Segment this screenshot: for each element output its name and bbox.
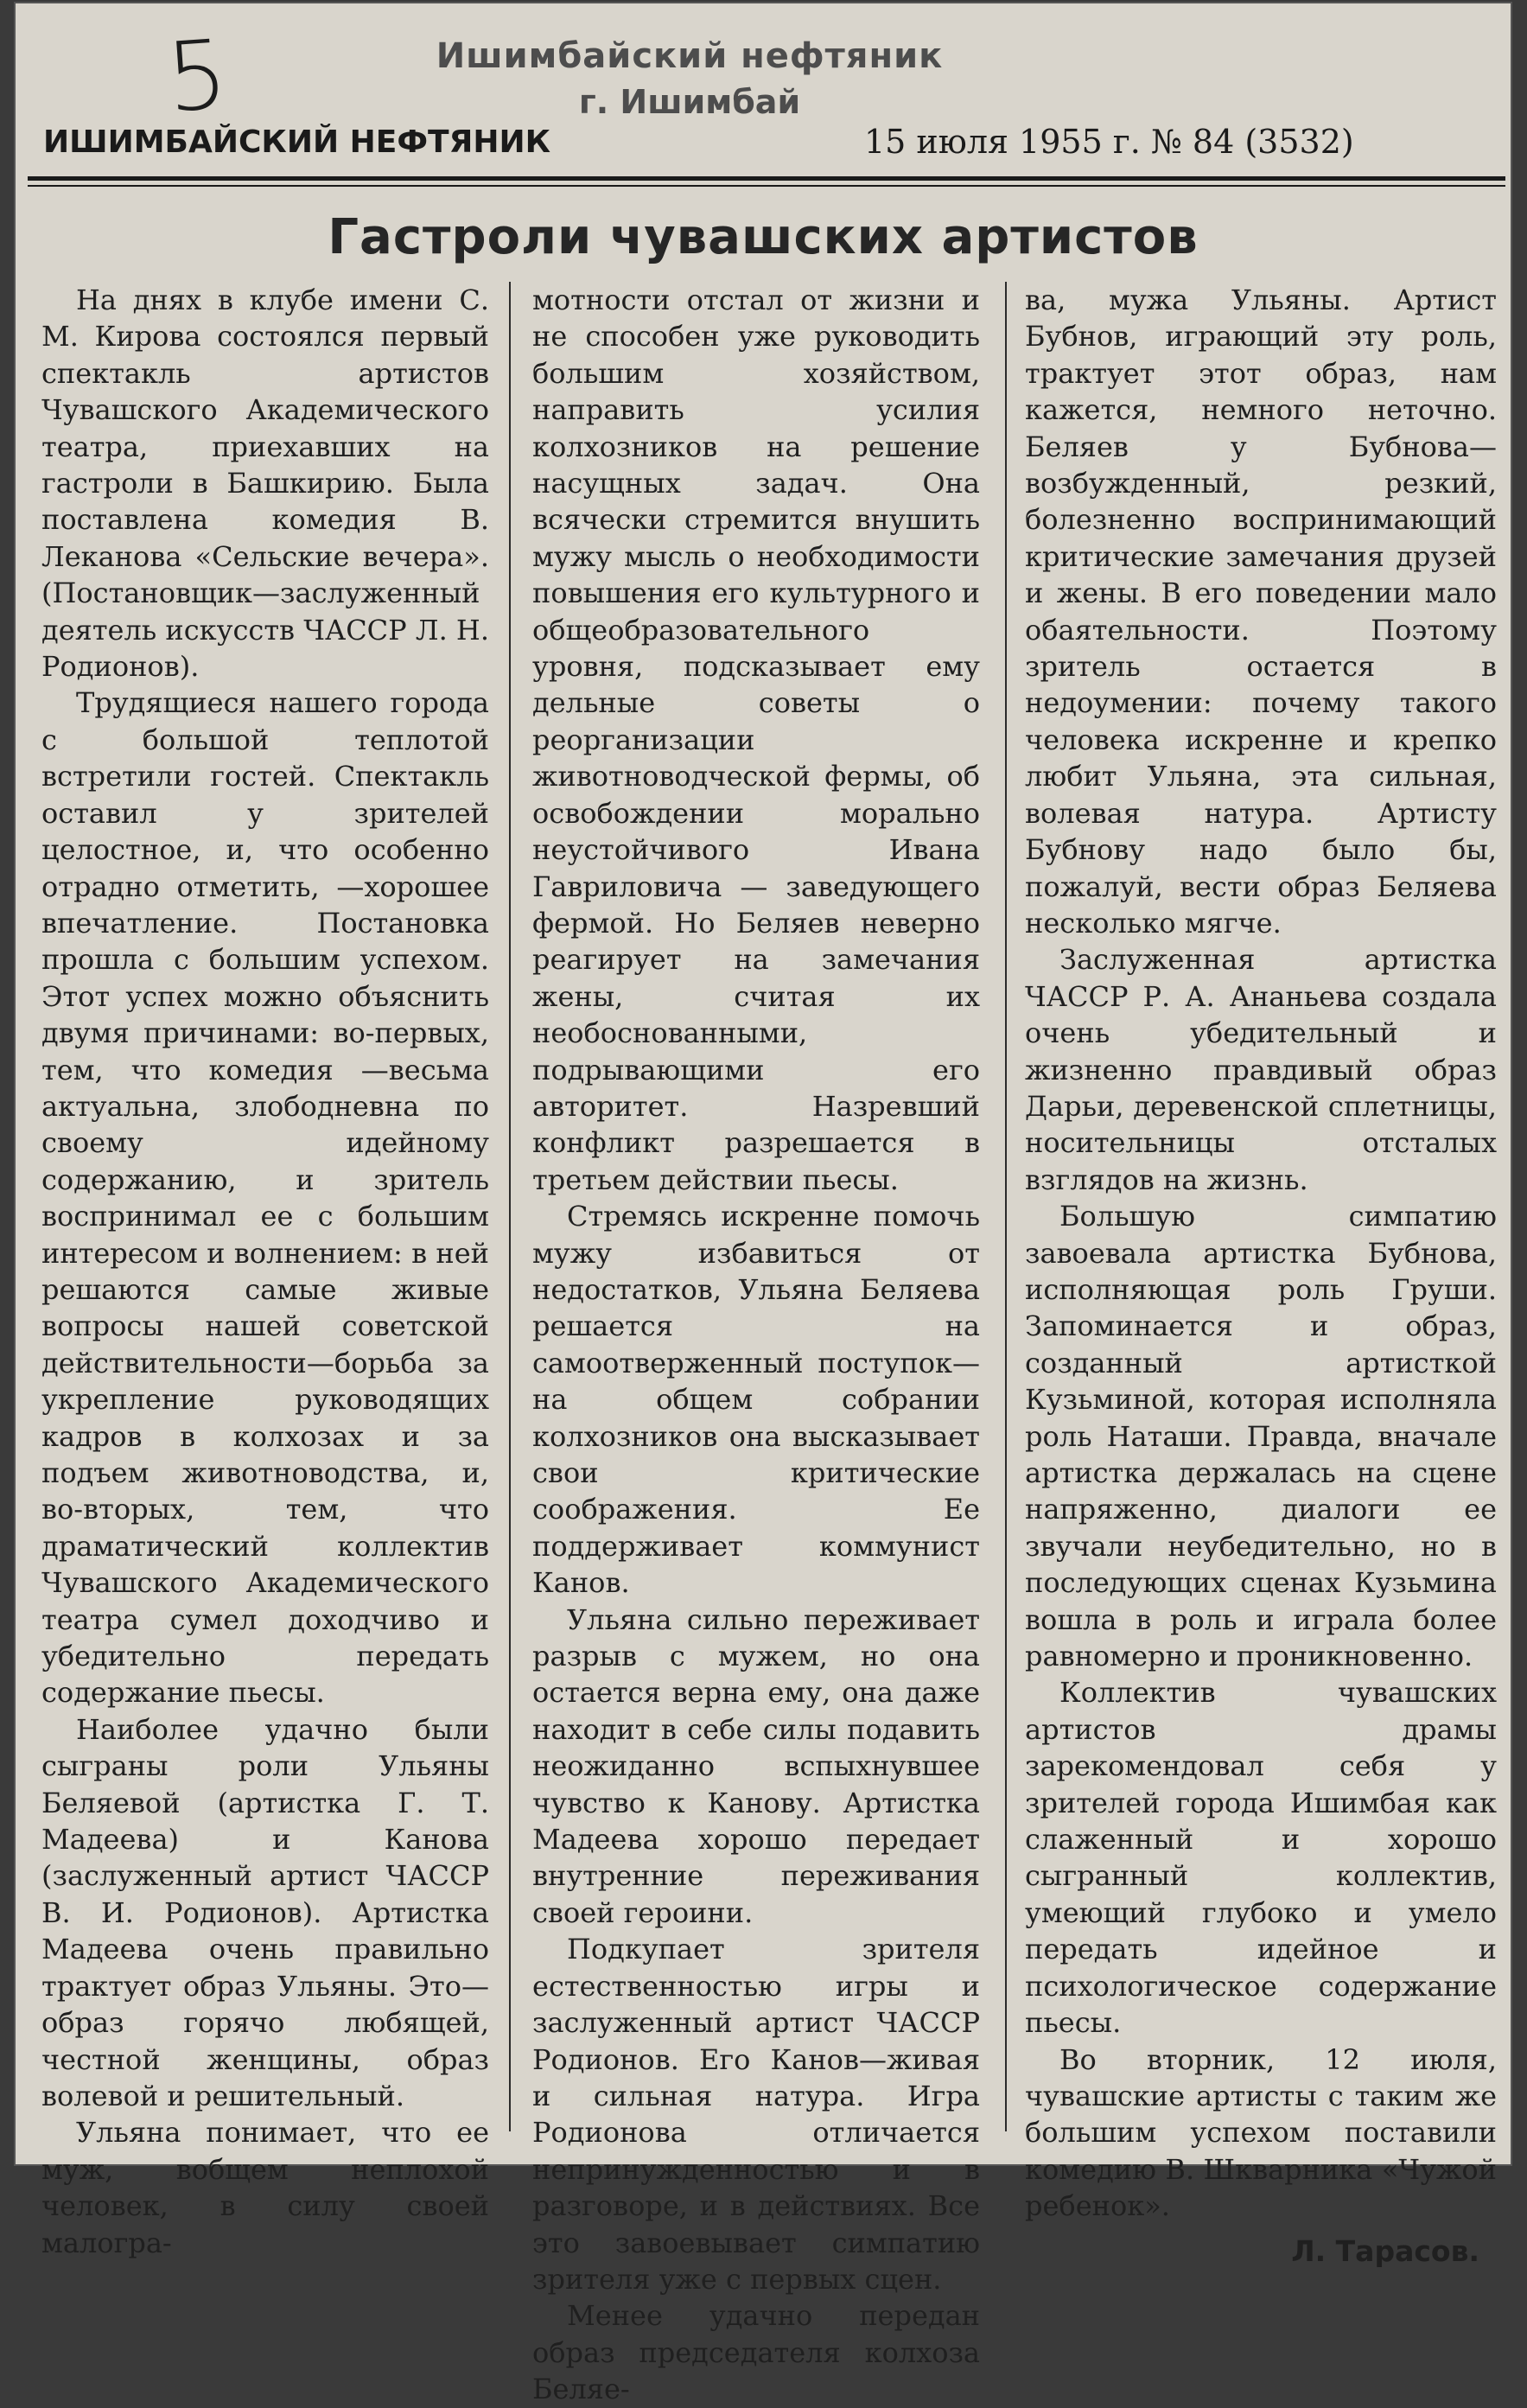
author-signature: Л. Тарасов. — [1291, 2233, 1479, 2268]
article-column-1 — [41, 282, 489, 2259]
paragraph: Ульяна сильно переживает разрыв с мужем, но она остается верна ему, она даже находит в себе силы подавить неожиданно вспыхнувшее чувство к Канову. Артистка Мадеева хорошо передает внутренние переживания своей героини. — [532, 1602, 980, 1929]
paragraph: Ульяна понимает, что ее муж, вобщем неплохой человек, в силу своей малогра- — [41, 2116, 489, 2259]
paragraph: На днях в клубе имени С. М. Кирова состоялся первый спектакль артистов Чувашского Академического театра, приехавших на гастроли в Башкирию. Была поставлена комедия В. Леканова «Сельские вечера». (Постановщик—заслуженный деятель искусств ЧАССР Л. Н. Родионов). — [41, 283, 489, 684]
column-divider — [509, 282, 511, 2131]
article-body — [41, 282, 1505, 2406]
library-stamp — [422, 36, 958, 121]
handwritten-page-number: 5 — [162, 18, 232, 134]
article-headline: Гастроли чувашских артистов — [328, 209, 1199, 265]
paragraph: Стремясь искренне помочь мужу избавиться от недостатков, Ульяна Беляева решается на самоотверженный поступок—на общем собрании колхозников она высказывает свои критические соображения. Ее поддерживает коммунист Канов. — [532, 1200, 980, 1600]
paragraph: Менее удачно передан образ председателя колхоза Беляе- — [532, 2299, 980, 2406]
paragraph: Коллектив чувашских артистов драмы зарекомендовал себя у зрителей города Ишимбая как слаженный и хорошо сыгранный коллектив, умеющий глубоко и умело передать идейное и психологическое содержание пьесы. — [1025, 1676, 1497, 2040]
paragraph: Подкупает зрителя естественностью игры и заслуженный артист ЧАССР Родионов. Его Канов—живая и сильная натура. Игра Родионова отличается непринужденностью и в разговоре, и в действиях. Все это завоевывает симпатию зрителя уже с первых сцен. — [532, 1933, 980, 2296]
column-divider — [1005, 282, 1007, 2131]
paragraph-continued: ва, мужа Ульяны. Артист Бубнов, играющий эту роль, трактует этот образ, нам кажется, немного неточно. Беляев у Бубнова—возбужденный, резкий, болезненно воспринимающий критические замечания друзей и жены. В его поведении мало обаятельности. Поэтому зритель остается в недоумении: почему такого человека искренне и крепко любит Ульяна, эта сильная, волевая натура. Артисту Бубнову надо было бы, пожалуй, вести образ Беляева несколько мягче. — [1025, 283, 1497, 940]
paragraph: Во вторник, 12 июля, чувашские артисты с таким же большим успехом поставили комедию В. Шкварника «Чужой ребенок». — [1025, 2042, 1497, 2223]
stamp-line-2: г. Ишимбай — [578, 83, 801, 121]
paragraph: Заслуженная артистка ЧАССР Р. А. Ананьева создала очень убедительный и жизненно правдивый образ Дарьи, деревенской сплетницы, носительницы отсталых взглядов на жизнь. — [1025, 943, 1497, 1196]
paragraph: Трудящиеся нашего города с большой теплотой встретили гостей. Спектакль оставил у зрителей целостное, и, что особенно отрадно отметить, —хорошее впечатление. Постановка прошла с большим успехом. Этот успех можно объяснить двумя причинами: во-первых, тем, что комедия —весьма актуальна, злободневна по своему идейному содержанию, и зритель воспринимал ее с большим интересом и волнением: в ней решаются самые живые вопросы нашей советской действительности—борьба за укрепление руководящих кадров в колхозах и за подъем животноводства, и, во-вторых, тем, что драматический коллектив Чувашского Академического театра сумел доходчиво и убедительно передать содержание пьесы. — [41, 686, 489, 1710]
masthead-rule-thin — [28, 185, 1505, 187]
issue-date: 15 июля 1955 г. № 84 (3532) — [864, 123, 1354, 161]
newspaper-name: ИШИМБАЙСКИЙ НЕФТЯНИК — [43, 124, 551, 160]
masthead-rule-thick — [28, 176, 1505, 181]
masthead — [28, 124, 1505, 166]
stamp-line-1: Ишимбайский нефтяник — [436, 36, 944, 76]
article-column-3 — [1025, 282, 1497, 2268]
article-column-2 — [532, 282, 980, 2406]
paragraph-continued: мотности отстал от жизни и не способен уже руководить большим хозяйством, направить усилия колхозников на решение насущных задач. Она всячески стремится внушить мужу мысль о необходимости повышения его культурного и общеобразовательного уровня, подсказывает ему дельные советы о реорганизации животноводческой фермы, об освобождении морально неустойчивого Ивана Гавриловича — заведующего фермой. Но Беляев неверно реагирует на замечания жены, считая их необоснованными, подрывающими его авторитет. Назревший конфликт разрешается в третьем действии пьесы. — [532, 283, 980, 1196]
paragraph: Большую симпатию завоевала артистка Бубнова, исполняющая роль Груши. Запоминается и образ, созданный артисткой Кузьминой, которая исполняла роль Наташи. Правда, вначале артистка держалась на сцене напряженно, диалоги ее звучали неубедительно, но в последующих сценах Кузьмина вошла в роль и играла более равномерно и проникновенно. — [1025, 1200, 1497, 1673]
paragraph: Наиболее удачно были сыграны роли Ульяны Беляевой (артистка Г. Т. Мадеева) и Канова (заслуженный артист ЧАССР В. И. Родионов). Артистка Мадеева очень правильно трактует образ Ульяны. Это—образ горячо любящей, честной женщины, образ волевой и решительный. — [41, 1712, 489, 2112]
